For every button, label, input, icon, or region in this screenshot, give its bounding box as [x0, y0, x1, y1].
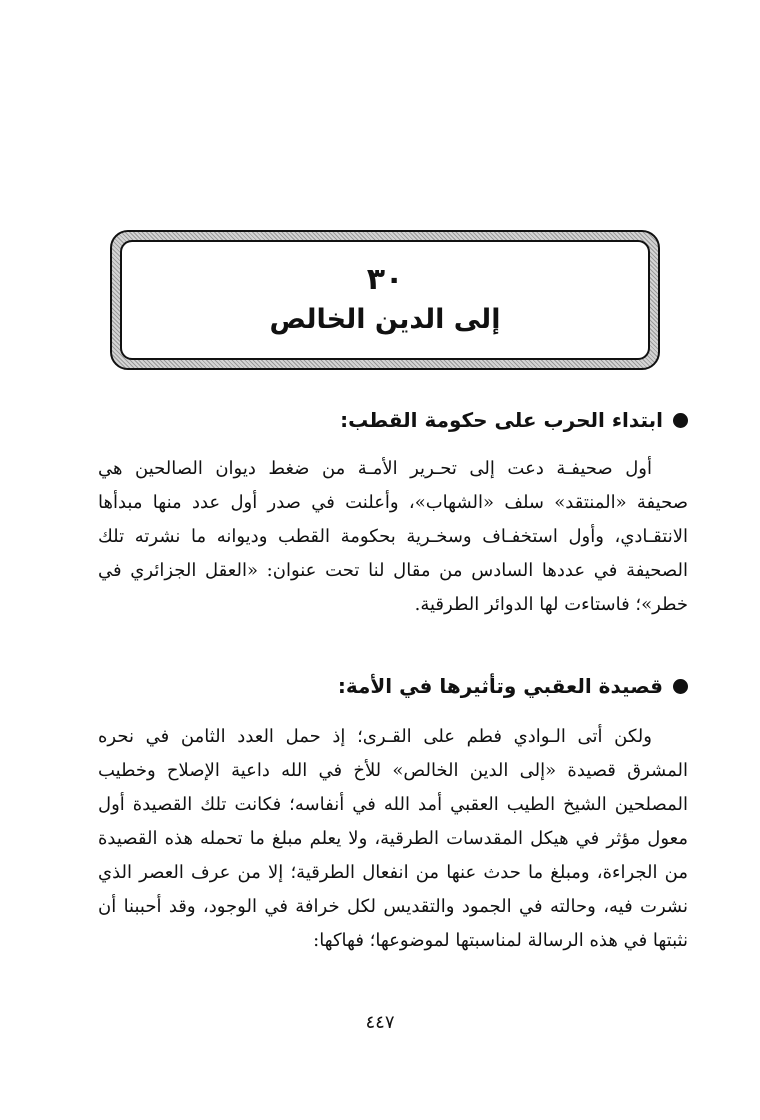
- section-heading-1: [340, 408, 688, 432]
- text-line: معول مؤثر في هيكل المقدسات الطرقية، ولا يعلم مبلغ ما تحمله هذه القصيدة: [98, 828, 688, 849]
- text-line: من الجراءة، ومبلغ ما حدث عنها من انفعال الطرقية؛ إلا من عرف العصر الذي: [98, 862, 688, 883]
- chapter-number: ٣٠: [366, 262, 404, 298]
- text-line: ولكن أتى الـوادي فطم على القـرى؛ إذ حمل العدد الثامن في نحره: [98, 726, 652, 747]
- section-heading-text: ابتداء الحرب على حكومة القطب:: [340, 408, 663, 432]
- paragraph-1: [98, 452, 688, 622]
- bullet-icon: [673, 679, 688, 694]
- page-number: ٤٤٧: [365, 1012, 395, 1033]
- text-line: المشرق قصيدة «إلى الدين الخالص» للأخ في الله داعية الإصلاح وخطيب: [98, 760, 688, 781]
- chapter-title: إلى الدين الخالص: [269, 304, 501, 336]
- text-line: نثبتها في هذه الرسالة لمناسبتها لموضوعها؛ فهاكها:: [313, 930, 688, 951]
- text-line: المصلحين الشيخ الطيب العقبي أمد الله في أنفاسه؛ فكانت تلك القصيدة أول: [98, 794, 688, 815]
- chapter-title-box: [120, 240, 650, 360]
- section-heading-2: [338, 674, 688, 698]
- paragraph-2: [98, 720, 688, 958]
- text-line: نشرت فيه، وحالته في الجمود والتقديس لكل خرافة في الوجود، وقد أحببنا أن: [98, 896, 688, 917]
- chapter-title-frame: [110, 230, 660, 370]
- text-line: الانتقـادي، وأول استخفـاف وسخـرية بحكومة القطب وديوانه ما نشرته تلك: [98, 526, 688, 547]
- section-heading-text: قصيدة العقبي وتأثيرها في الأمة:: [337, 674, 663, 698]
- text-line: أول صحيفـة دعت إلى تحـرير الأمـة من ضغط ديوان الصالحين هي: [98, 458, 652, 479]
- text-line: خطر»؛ فاستاءت لها الدوائر الطرقية.: [414, 594, 688, 615]
- text-line: صحيفة «المنتقد» سلف «الشهاب»، وأعلنت في صدر أول عدد منها مبدأها: [98, 492, 688, 513]
- bullet-icon: [673, 413, 688, 428]
- text-line: الصحيفة في عددها السادس من مقال لنا تحت عنوان: «العقل الجزائري في: [98, 560, 688, 581]
